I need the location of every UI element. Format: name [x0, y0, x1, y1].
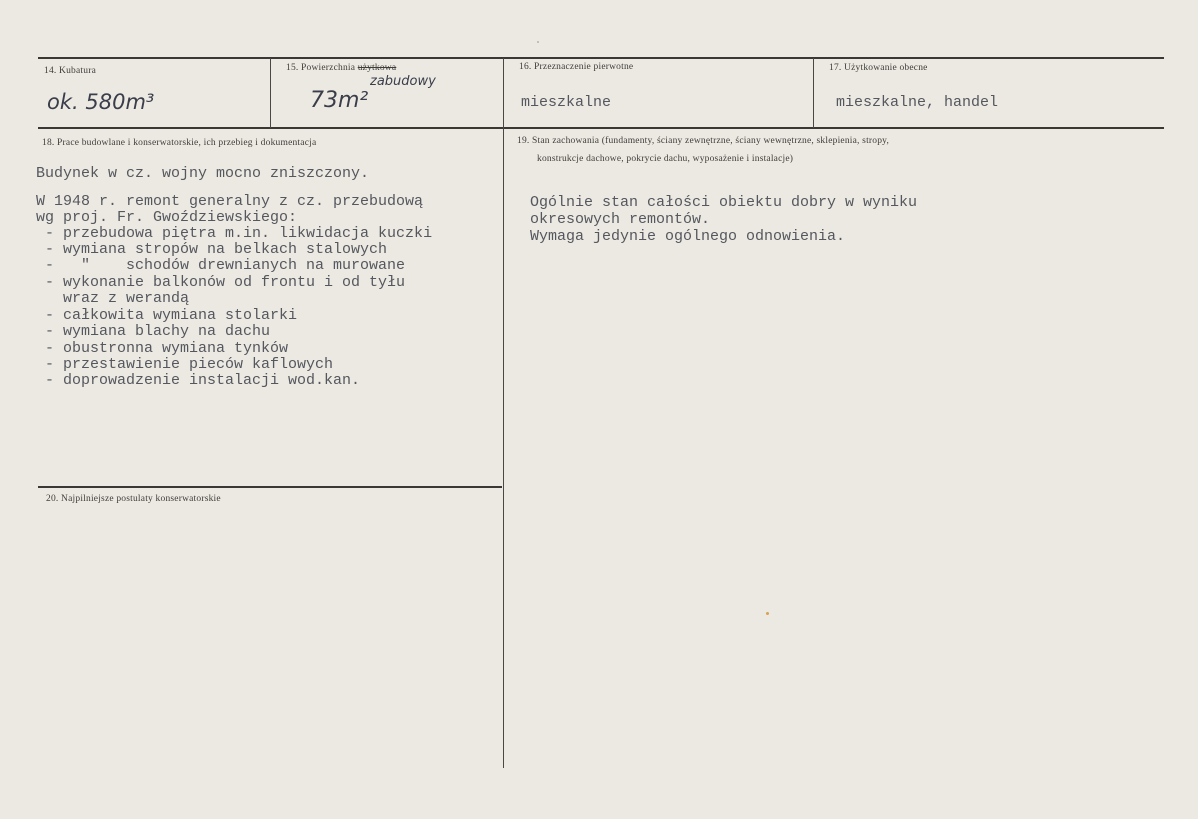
field-15-correction: zabudowy: [370, 74, 436, 89]
field-18-line: - przebudowa piętra m.in. likwidacja kuczki: [36, 225, 433, 242]
divider-15-16: [503, 58, 504, 768]
field-20-label: 20. Najpilniejsze postulaty konserwatorskie: [46, 494, 221, 504]
field-19-label-line2: konstrukcje dachowe, pokrycie dachu, wyposażenie i instalacje): [537, 154, 794, 164]
field-18-line: - całkowita wymiana stolarki: [36, 307, 298, 324]
field-18-line: - wykonanie balkonów od frontu i od tyłu: [36, 274, 406, 291]
field-18-line: - doprowadzenie instalacji wod.kan.: [36, 372, 361, 389]
paper-speck: [537, 41, 539, 43]
field-14-label: 14. Kubatura: [44, 66, 96, 76]
divider-14-15: [270, 58, 271, 128]
field-17-label: 17. Użytkowanie obecne: [829, 63, 928, 73]
field-19-label-line1: 19. Stan zachowania (fundamenty, ściany zewnętrzne, ściany wewnętrzne, sklepienia, stropy,: [517, 136, 890, 146]
section20-rule: [38, 486, 502, 488]
field-18-line: Budynek w cz. wojny mocno zniszczony.: [36, 165, 370, 182]
field-18-line: wg proj. Fr. Gwoździewskiego:: [36, 209, 298, 226]
field-15-value: 73m²: [310, 88, 369, 113]
field-14-value: ok. 580m³: [47, 90, 155, 114]
top-rule: [38, 57, 1164, 59]
field-19-line: Wymaga jedynie ogólnego odnowienia.: [530, 228, 846, 245]
field-18-line: - wymiana blachy na dachu: [36, 323, 271, 340]
paper-speck: [766, 612, 769, 615]
field-16-label: 16. Przeznaczenie pierwotne: [519, 62, 634, 72]
divider-16-17: [813, 58, 814, 128]
field-18-line: - przestawienie pieców kaflowych: [36, 356, 334, 373]
field-18-line: - obustronna wymiana tynków: [36, 340, 289, 357]
field-16-value: mieszkalne: [521, 94, 612, 111]
field-18-line: - wymiana stropów na belkach stalowych: [36, 241, 388, 258]
field-18-label: 18. Prace budowlane i konserwatorskie, ich przebieg i dokumentacja: [42, 138, 317, 148]
field-19-line: okresowych remontów.: [530, 211, 711, 228]
field-17-value: mieszkalne, handel: [836, 94, 999, 111]
row1-rule: [38, 127, 1164, 129]
field-18-line: wraz z werandą: [36, 290, 190, 307]
field-18-line: - " schodów drewnianych na murowane: [36, 257, 406, 274]
field-18-line: W 1948 r. remont generalny z cz. przebudową: [36, 193, 424, 210]
field-15-label-struck: użytkowa: [357, 63, 397, 73]
field-19-line: Ogólnie stan całości obiektu dobry w wyniku: [530, 194, 918, 211]
field-15-label-prefix: 15. Powierzchnia: [286, 63, 358, 73]
field-15-label: [286, 63, 396, 73]
